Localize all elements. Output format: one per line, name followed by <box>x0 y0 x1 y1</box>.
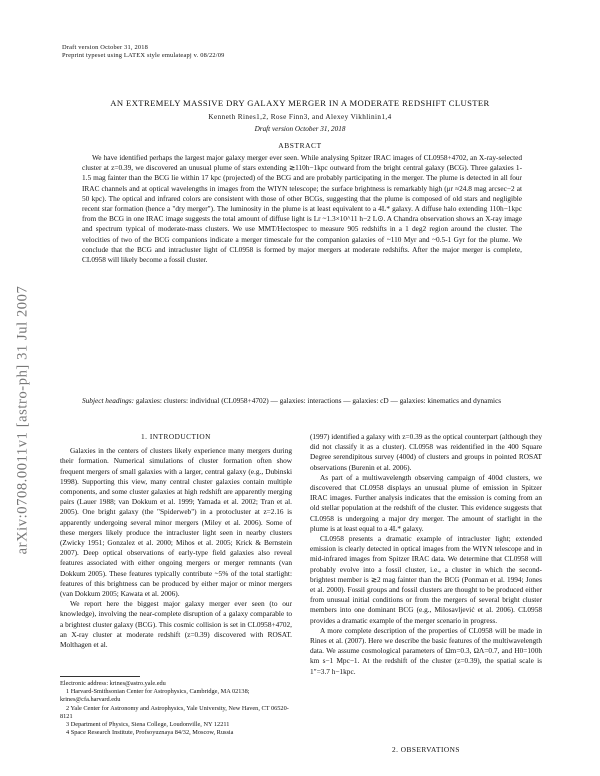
footnote-item: 4 Space Research Institute, Profsoyuznaya 84/32, Moscow, Russia <box>66 729 234 737</box>
right-column <box>310 432 542 677</box>
section-heading-observations: 2. OBSERVATIONS <box>391 745 460 754</box>
intro-paragraph: CL0958 presents a dramatic example of intracluster light; extended emission is clearly detected in optical images from the WIYN telescope and in mid-infrared images from Spitzer IRAC data. We determine that CL0958 will probably evolve into a fossil cluster, i.e., a cluster in which the second-brightest member is ≳2 mag fainter than the BCG (Ponman et al. 1994; Jones et al. 2000). Fossil groups and fossil clusters are thought to be produced either from unusual initial conditions or from the mergers of several bright cluster members into one dominant BCG (e.g., Milosavljević et al. 2006). CL0958 provides a dramatic example of the merger scenario in progress. <box>310 534 542 625</box>
intro-paragraph: Galaxies in the centers of clusters likely experience many mergers during their formation. Numerical simulations of cluster formation often show frequent mergers of small galaxies with a larger, central galaxy (e.g., Dubinski 1998). Supporting this view, many central cluster galaxies contain multiple components, and some cluster galaxies at high redshift are apparently merging pairs (Lauer 1988; van Dokkum et al. 1999; Yamada et al. 2002; Tran et al. 2005). One bright galaxy (the "Spiderweb") in a protocluster at z=2.16 is apparently undergoing several minor mergers (Miley et al. 2006). Some of these mergers likely produce the intracluster light seen in nearby clusters (Zwicky 1951; Gonzalez et al. 2000; Mihos et al. 2005; Krick & Bernstein 2007). Deep optical observations of early-type field galaxies also reveal features associated with either ongoing mergers or merger remnants (van Dokkum 2005). These features typically contribute ~5% of the total starlight: features of this brightness can be produced by either major or minor mergers (van Dokkum 2005; Kawata et al. 2006). <box>60 446 292 599</box>
arxiv-stamp-text: arXiv:0708.0011v1 [astro-ph] 31 Jul 2007 <box>14 285 31 555</box>
footnote-rule <box>60 676 140 677</box>
preprint-header <box>62 44 225 60</box>
footnote-email: Electronic address: krines@astro.yale.edu <box>60 680 166 687</box>
intro-paragraph: We report here the biggest major galaxy merger ever seen (to our knowledge), involving the near-complete disruption of a galaxy comparable to a brightest cluster galaxy (BCG). This cosmic collision is set in CL0958+4702, an X-ray cluster at moderate redshift (z=0.39) discovered with ROSAT. Molthagen et al. <box>60 599 292 650</box>
draft-version-line: Draft version October 31, 2018 <box>62 44 149 51</box>
abstract-text: We have identified perhaps the largest major galaxy merger ever seen. While analysing Spitzer IRAC images of CL0958+4702, an X-ray-selected cluster at z=0.39, we discovered an unusual plume of stars extending ≳110h−1kpc outward from the bright central galaxy (BCG). Three galaxies 1-1.5 mag fainter than the BCG lie within 17 kpc (projected) of the BCG and are probably participating in the merger. The plume is detected in all four IRAC channels and at optical wavelengths in images from the WIYN telescope; the surface brightness is remarkably high (μr ≈24.8 mag arcsec−2 at 50 kpc). The optical and infrared colors are consistent with those of other BCGs, suggesting that the plume is composed of old stars and negligible recent star formation (hence a "dry merger"). The luminosity in the plume is at least equivalent to a 4L* galaxy. A diffuse halo extending 110h−1kpc from the BCG in one IRAC image suggests the total amount of diffuse light is Lr ~1.3×10^11 h−2 L⊙. A Chandra observation shows an X-ray image and spectrum typical of moderate-mass clusters. We use MMT/Hectospec to measure 905 redshifts in a 1 deg2 region around the cluster. The velocities of two of the BCG companions indicate a merger timescale for the companion galaxies of ~110 Myr and ~0.5-1 Gyr for the plume. We conclude that the BCG and intracluster light of CL0958 is formed by major mergers at moderate redshifts. After the major merger is complete, CL0958 will likely become a fossil cluster. <box>82 153 522 265</box>
intro-paragraph: A more complete description of the properties of CL0958 will be made in Rines et al. (2007). Here we describe the basic features of the multiwavelength data. We assume cosmological parameters of Ωm=0.3, ΩΛ=0.7, and H0=100h km s−1 Mpc−1. At the redshift of the cluster (z=0.39), the spatial scale is 1″=3.7 h−1kpc. <box>310 625 542 676</box>
abstract-body <box>82 153 522 265</box>
subject-headings-label: Subject headings: <box>82 396 135 405</box>
intro-paragraph: As part of a multiwavelength observing campaign of 400d clusters, we discovered that CL0958 displays an unusual plume of emission in Spitzer IRAC images. Further analysis indicates that the emission is coming from an old stellar population at the redshift of the cluster. This evidence suggests that CL0958 is undergoing a major dry merger. The amount of starlight in the plume is at least equal to a 4L* galaxy. <box>310 472 542 533</box>
footnote-item: 2 Yale Center for Astronomy and Astrophysics, Yale University, New Haven, CT 06520-8121 <box>60 704 289 720</box>
paper-title: AN EXTREMELY MASSIVE DRY GALAXY MERGER IN A MODERATE REDSHIFT CLUSTER <box>110 98 490 108</box>
arxiv-stamp <box>3 210 43 630</box>
draft-date: Draft version October 31, 2018 <box>254 125 346 133</box>
subject-headings-text: galaxies: clusters: individual (CL0958+4702) — galaxies: interactions — galaxies: cD — galaxies: kinematics and dynamics <box>135 396 502 405</box>
subject-headings <box>82 396 522 406</box>
section-heading-introduction: 1. INTRODUCTION <box>141 432 211 441</box>
footnote-item: 1 Harvard-Smithsonian Center for Astrophysics, Cambridge, MA 02138; krines@cfa.harvard.edu <box>60 688 250 704</box>
left-column <box>60 432 292 650</box>
preprint-style-line: Preprint typeset using LATEX style emulateapj v. 08/22/09 <box>62 52 225 59</box>
footnote-item: 3 Department of Physics, Siena College, Loudonville, NY 12211 <box>66 721 230 729</box>
intro-paragraph: (1997) identified a galaxy with z=0.39 as the optical counterpart (although they did not classify it as a cluster). CL0958 was reidentified in the 400 Square Degree serendipitous survey (400d) of clusters and groups in pointed ROSAT observations (Burenin et al. 2006). <box>310 432 542 472</box>
author-list: Kenneth Rines1,2, Rose Finn3, and Alexey Vikhlinin1,4 <box>208 113 392 121</box>
abstract-heading: ABSTRACT <box>278 141 322 150</box>
footnotes <box>60 676 292 737</box>
